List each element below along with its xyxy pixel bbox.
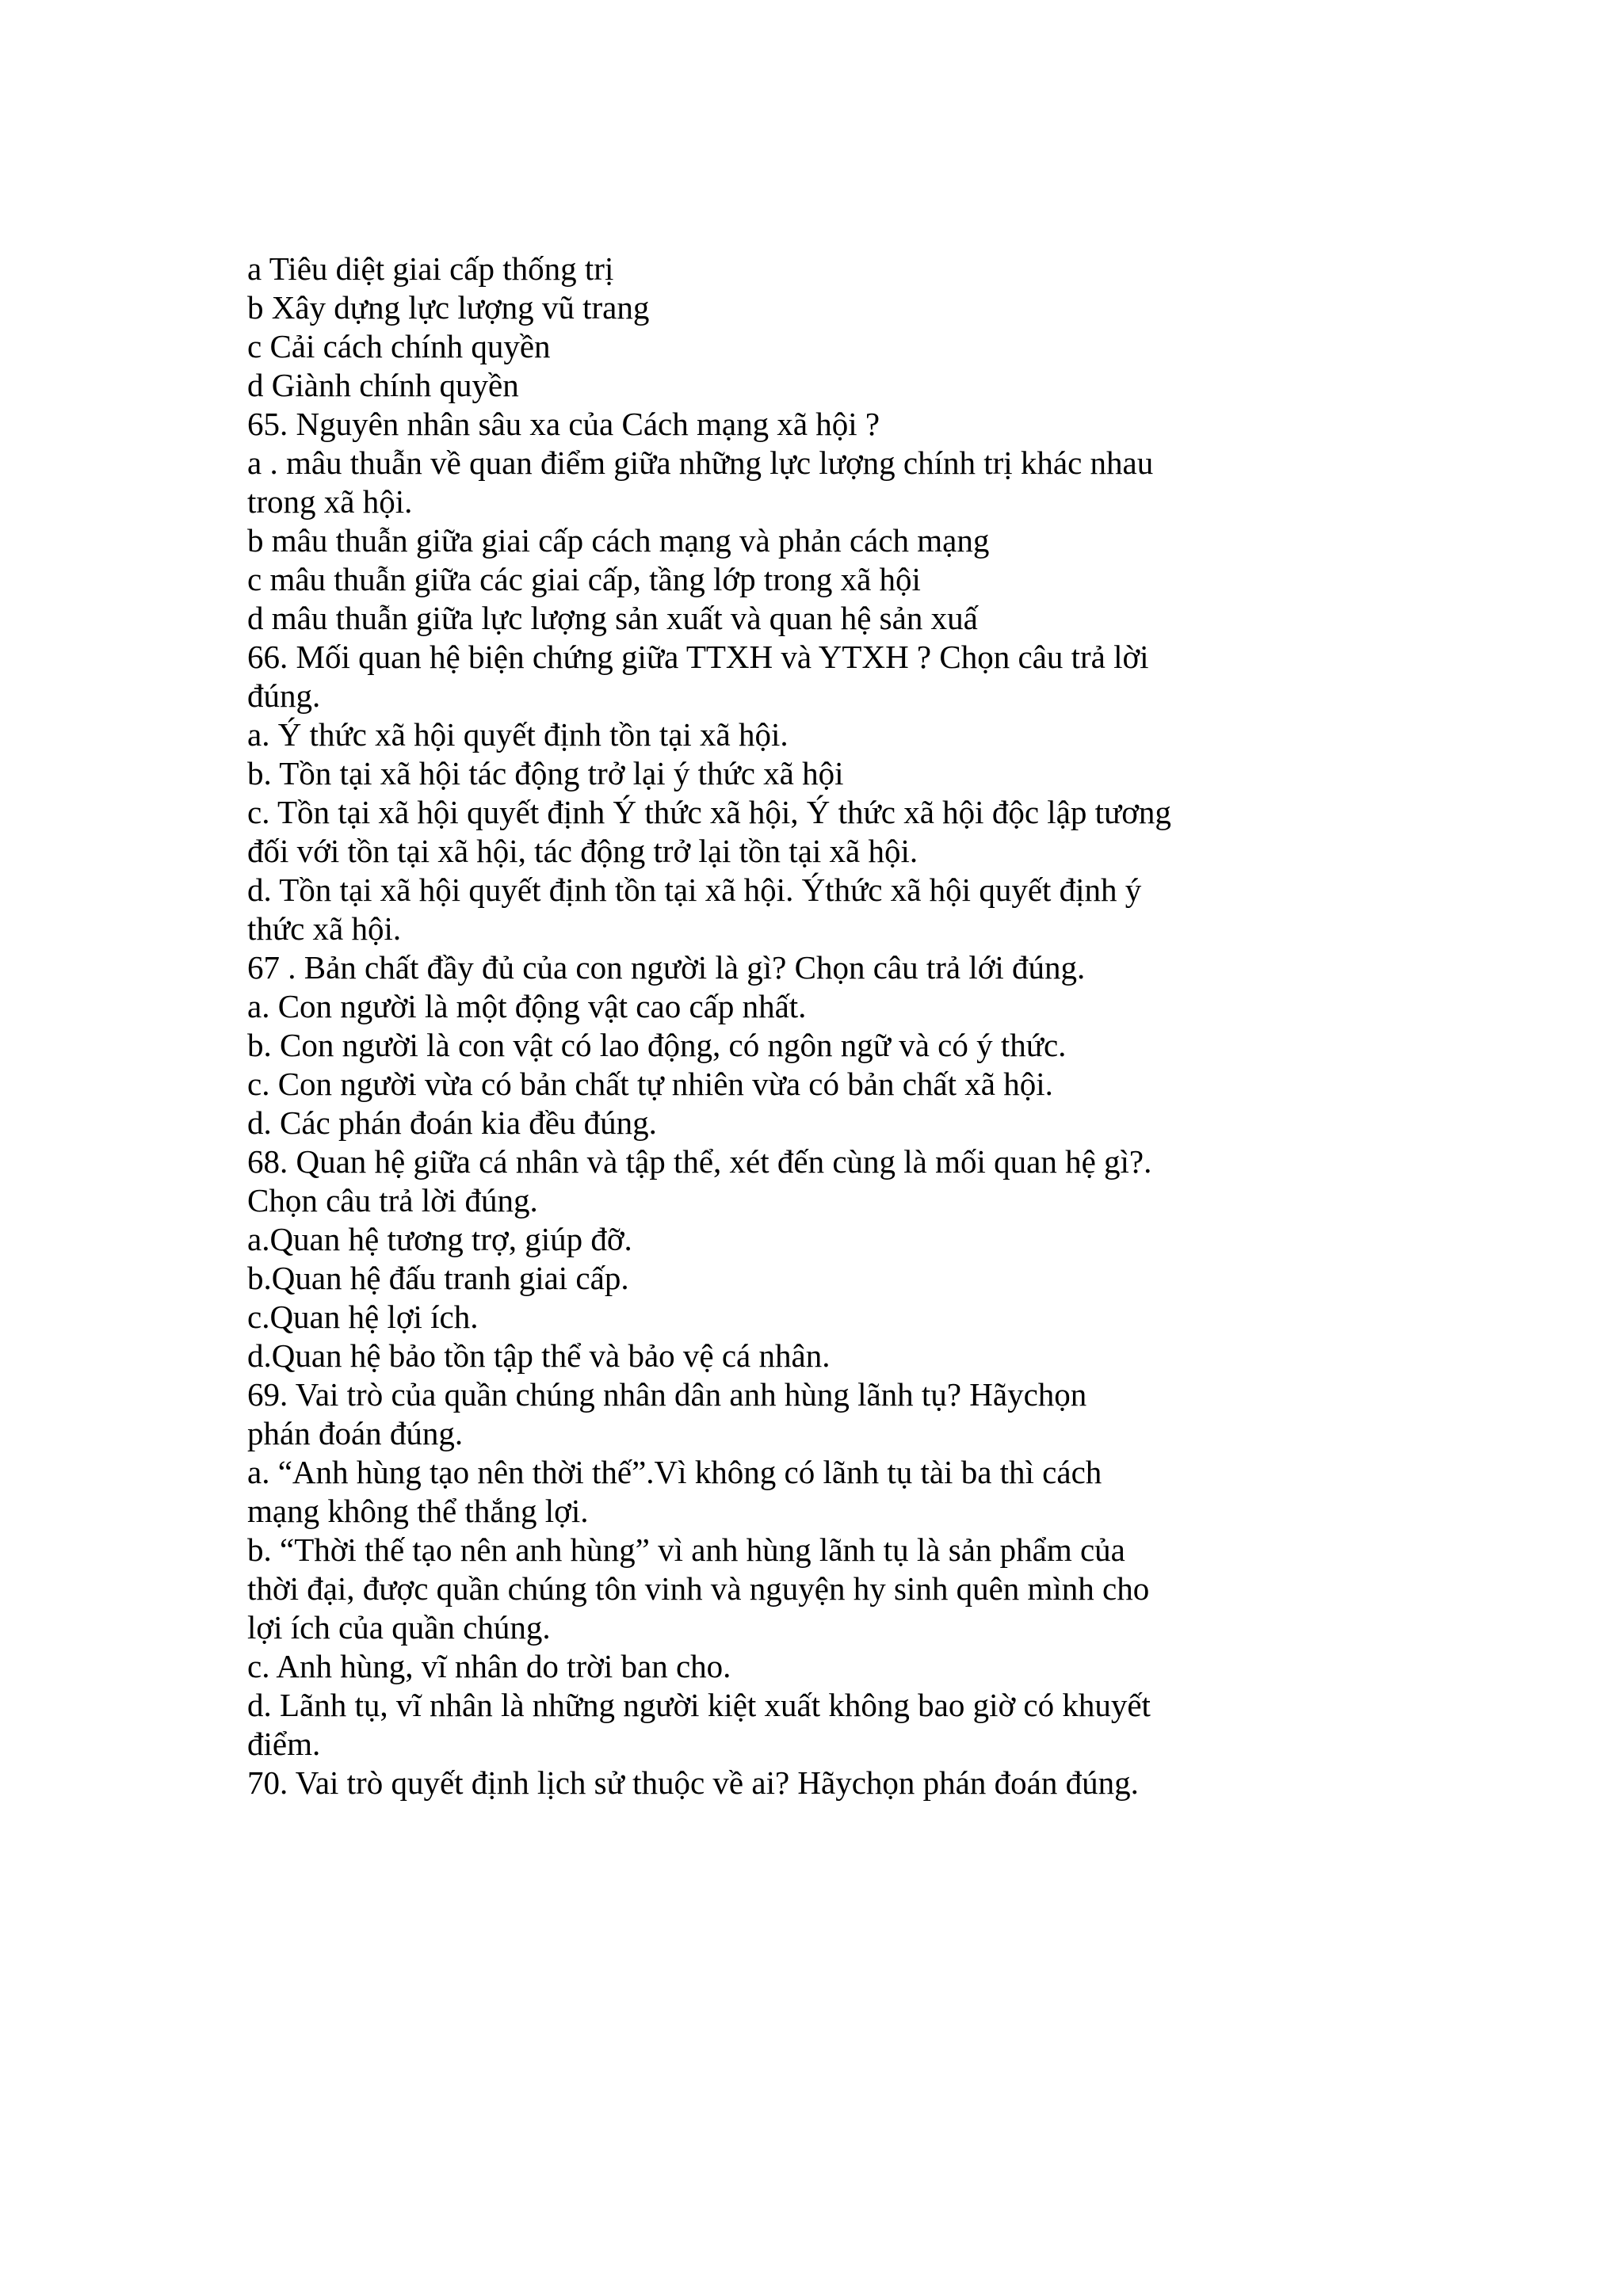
text-line: d mâu thuẫn giữa lực lượng sản xuất và quan hệ sản xuấ — [247, 600, 978, 636]
text-line: lợi ích của quần chúng. — [247, 1609, 551, 1646]
text-line: c. Anh hùng, vĩ nhân do trời ban cho. — [247, 1648, 731, 1684]
text-line: thức xã hội. — [247, 910, 402, 947]
text-line: b. Tồn tại xã hội tác động trở lại ý thức xã hội — [247, 755, 844, 791]
text-line: 68. Quan hệ giữa cá nhân và tập thể, xét đến cùng là mối quan hệ gì?. — [247, 1143, 1152, 1180]
text-line: c.Quan hệ lợi ích. — [247, 1299, 479, 1335]
text-line: 70. Vai trò quyết định lịch sử thuộc về ai? Hãychọn phán đoán đúng. — [247, 1764, 1139, 1801]
text-line: a.Quan hệ tương trợ, giúp đỡ. — [247, 1221, 632, 1257]
document-body — [247, 250, 1277, 1802]
text-line: c Cải cách chính quyền — [247, 328, 551, 364]
text-line: mạng không thể thắng lợi. — [247, 1493, 589, 1529]
text-line: d Giành chính quyền — [247, 367, 519, 403]
text-line: a. Ý thức xã hội quyết định tồn tại xã hội. — [247, 716, 789, 753]
text-line: a. “Anh hùng tạo nên thời thế”.Vì không có lãnh tụ tài ba thì cách — [247, 1454, 1102, 1490]
text-line: b mâu thuẫn giữa giai cấp cách mạng và phản cách mạng — [247, 522, 990, 559]
text-line: 67 . Bản chất đầy đủ của con người là gì? Chọn câu trả lới đúng. — [247, 949, 1086, 986]
text-line: 65. Nguyên nhân sâu xa của Cách mạng xã hội ? — [247, 406, 880, 442]
text-line: d. Các phán đoán kia đều đúng. — [247, 1104, 657, 1141]
text-line: điểm. — [247, 1726, 321, 1762]
text-line: c mâu thuẫn giữa các giai cấp, tầng lớp trong xã hội — [247, 561, 921, 597]
text-line: đúng. — [247, 677, 321, 714]
text-line: d. Lãnh tụ, vĩ nhân là những người kiệt xuất không bao giờ có khuyết — [247, 1687, 1151, 1723]
text-line: c. Tồn tại xã hội quyết định Ý thức xã hội, Ý thức xã hội độc lập tương — [247, 794, 1171, 830]
text-line: b. “Thời thế tạo nên anh hùng” vì anh hùng lãnh tụ là sản phẩm của — [247, 1531, 1125, 1568]
text-line: a Tiêu diệt giai cấp thống trị — [247, 250, 614, 287]
text-line: d. Tồn tại xã hội quyết định tồn tại xã hội. Ýthức xã hội quyết định ý — [247, 871, 1142, 908]
text-line: đối với tồn tại xã hội, tác động trở lại tồn tại xã hội. — [247, 833, 918, 869]
text-line: c. Con người vừa có bản chất tự nhiên vừa có bản chất xã hội. — [247, 1066, 1053, 1102]
text-line: 66. Mối quan hệ biện chứng giữa TTXH và YTXH ? Chọn câu trả lời — [247, 639, 1149, 675]
text-line: a . mâu thuẫn về quan điểm giữa những lực lượng chính trị khác nhau — [247, 444, 1154, 481]
text-line: Chọn câu trả lời đúng. — [247, 1182, 538, 1219]
text-line: thời đại, được quần chúng tôn vinh và nguyện hy sinh quên mình cho — [247, 1570, 1150, 1607]
text-line: 69. Vai trò của quần chúng nhân dân anh hùng lãnh tụ? Hãychọn — [247, 1376, 1087, 1413]
text-line: b.Quan hệ đấu tranh giai cấp. — [247, 1260, 629, 1296]
text-line: b. Con người là con vật có lao động, có ngôn ngữ và có ý thức. — [247, 1027, 1067, 1063]
text-line: phán đoán đúng. — [247, 1415, 464, 1451]
text-line: trong xã hội. — [247, 483, 413, 520]
text-line: b Xây dựng lực lượng vũ trang — [247, 289, 650, 326]
text-line: d.Quan hệ bảo tồn tập thể và bảo vệ cá nhân. — [247, 1337, 831, 1374]
text-line: a. Con người là một động vật cao cấp nhất. — [247, 988, 807, 1024]
